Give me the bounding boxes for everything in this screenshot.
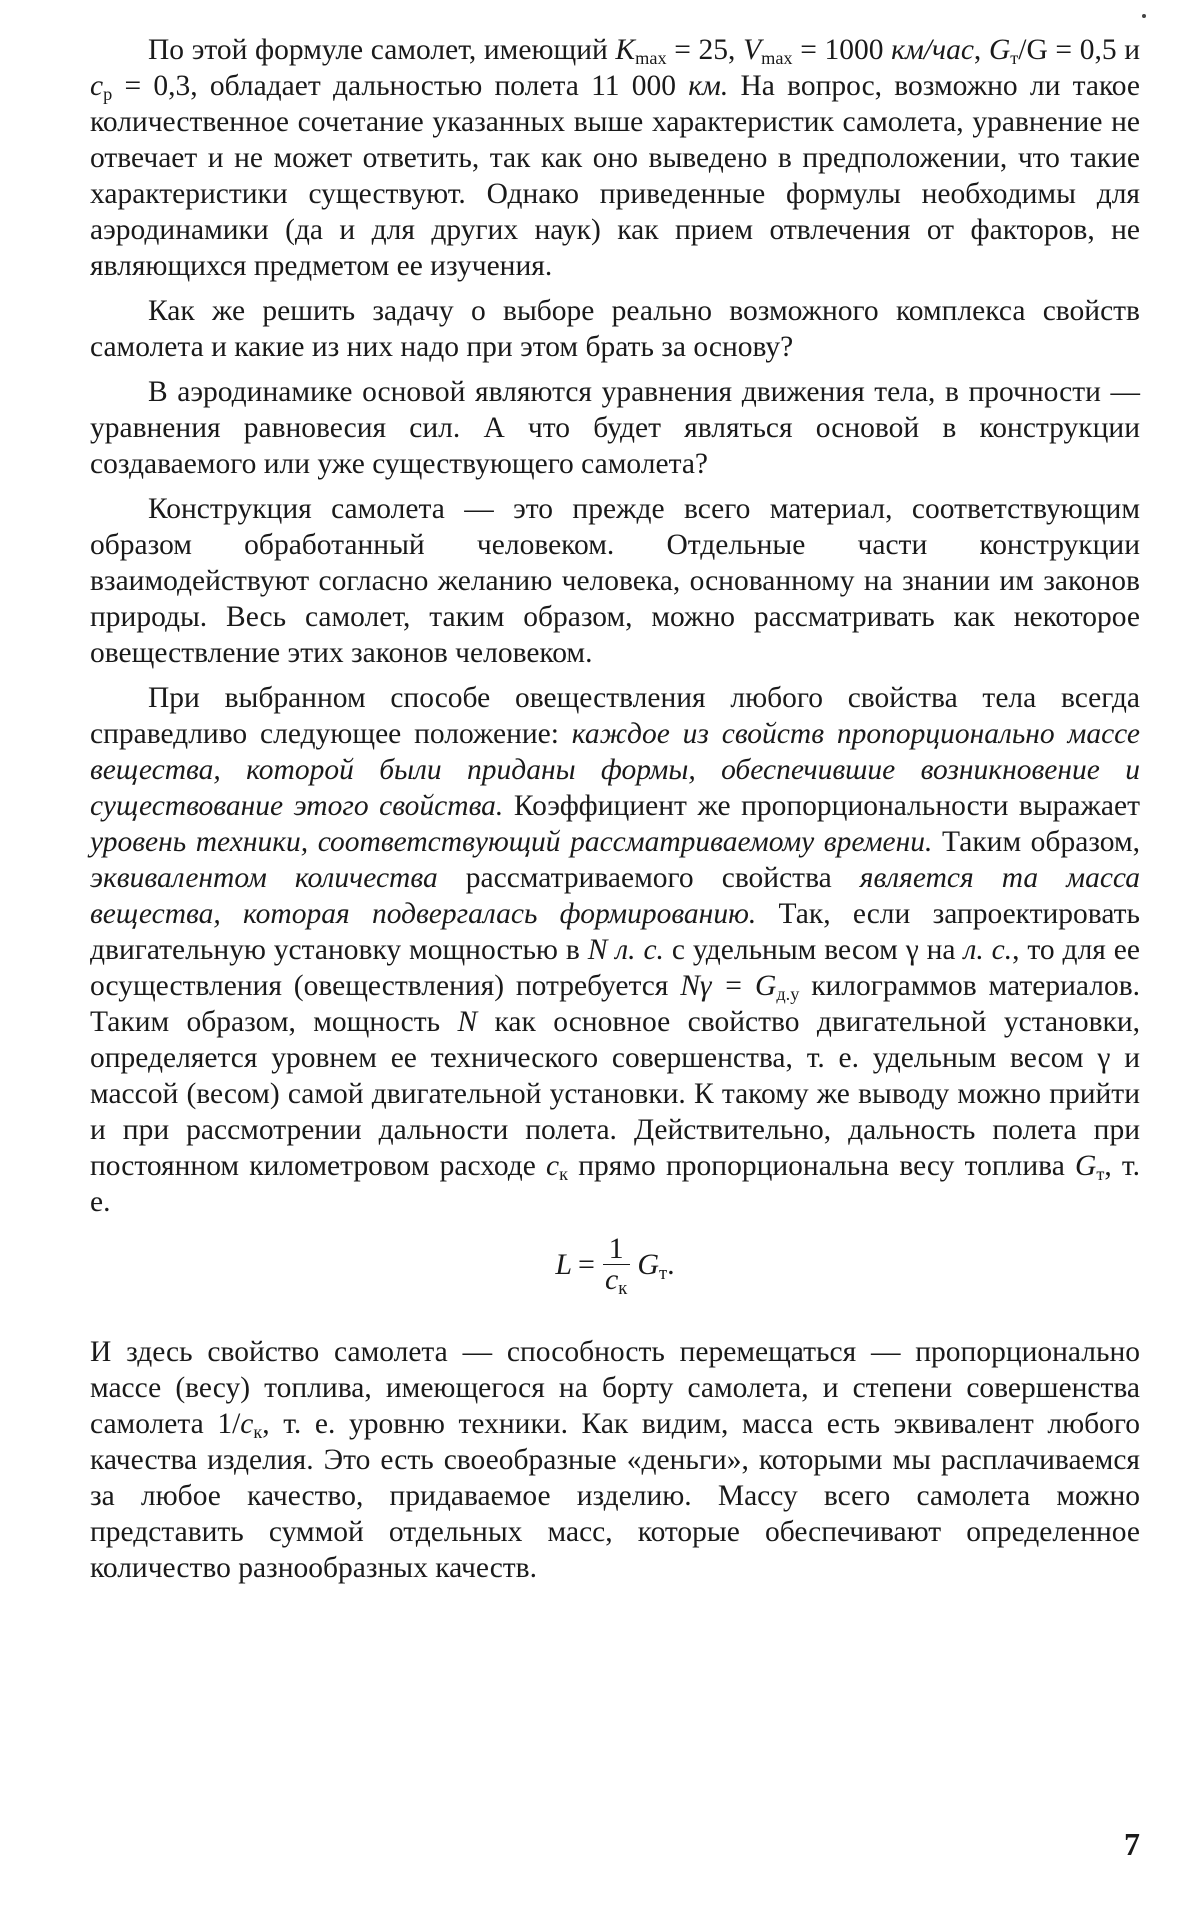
- page-number: 7: [1124, 1826, 1140, 1862]
- formula-rhs: $G_т$.: [637, 1247, 675, 1284]
- paragraph-1: По этой формуле самолет, имеющий $K_{max} = 25$, $V_{max} = 1000$ км/час, $G_т/G = 0,5$ и $c_p = 0,3$, обладает дальностью полета 11 000 км. На вопрос, возможно ли такое количественное сочетание указанных выше характеристик самолета, уравнение не отвечает и не может ответить, так как оно выведено в предположении, что такие характеристики существуют. Однако приведенные формулы необходимы для аэродинамики (да и для других наук) как прием отвлечения от факторов, не являющихся предметом ее изучения.: [90, 34, 1141, 282]
- paragraph-3: В аэродинамике основой являются уравнения движения тела, в прочности — уравнения равновесия сил. А что будет являться основой в конструкции создаваемого или уже существующего самолета?: [90, 376, 1140, 480]
- range-formula: [90, 1234, 1140, 1312]
- formula-equals: =: [578, 1247, 595, 1281]
- emphasis-tech-level: уровень техники, соответствующий рассматриваемому времени.: [90, 826, 933, 858]
- text-column: [90, 32, 1140, 1595]
- formula-lhs: L: [555, 1247, 573, 1281]
- paragraph-5: При выбранном способе овеществления любого свойства тела всегда справедливо следующее положение: каждое из свойств пропорционально массе вещества, которой были приданы формы, обеспечившие возникновение и существование этого свойства. Коэффициент же пропорциональности выражает уровень техники, соответствующий рассматриваемому времени. Таким образом, эквивалентом количества рассматриваемого свойства является та масса вещества, которая подвергалась формированию. Так, если запроектировать двигательную установку мощностью в N л. с. с удельным весом γ на л. с., то для ее осуществления (овеществления) потребуется $N\gamma = G_{д.у}$ килограммов материалов. Таким образом, мощность N как основное свойство двигательной установки, определяется уровнем ее технического совершенства, т. е. удельным весом γ и массой (весом) самой двигательной установки. К такому же выводу можно прийти и при рассмотрении дальности полета. Действительно, дальность полета при постоянном километровом расходе $c_к$ прямо пропорциональна весу топлива $G_т$, т. е.: [90, 682, 1141, 1218]
- emphasis-proportionality: каждое из свойств пропорционально массе вещества, которой были приданы формы, обеспечившие возникновение и существование этого свойства.: [90, 718, 1140, 822]
- fraction-denominator: $c_к$: [604, 1263, 628, 1300]
- scan-speck: [1142, 14, 1146, 18]
- emphasis-mass: является та масса вещества, которая подвергалась формированию.: [90, 862, 1140, 930]
- formula-fraction: [601, 1232, 631, 1300]
- paragraph-6: И здесь свойство самолета — способность перемещаться — пропорционально массе (весу) топлива, имеющегося на борту самолета, и степени совершенства самолета $1/c_к$, т. е. уровню техники. Как видим, масса есть эквивалент любого качества изделия. Это есть своеобразные «деньги», которыми мы расплачиваемся за любое качество, придаваемое изделию. Массу всего самолета можно представить суммой отдельных масс, которые обеспечивают определенное количество разнообразных качеств.: [90, 1336, 1140, 1584]
- paragraph-2: Как же решить задачу о выборе реально возможного комплекса свойств самолета и какие из них надо при этом брать за основу?: [90, 295, 1140, 363]
- fraction-numerator: 1: [603, 1234, 630, 1265]
- emphasis-equivalent: эквивалентом количества: [90, 862, 438, 894]
- paragraph-4: Конструкция самолета — это прежде всего материал, соответствующим образом обработанный человеком. Отдельные части конструкции взаимодействуют согласно желанию человека, основанному на знании им законов природы. Весь самолет, таким образом, можно рассматривать как некоторое овеществление этих законов человеком.: [90, 493, 1140, 669]
